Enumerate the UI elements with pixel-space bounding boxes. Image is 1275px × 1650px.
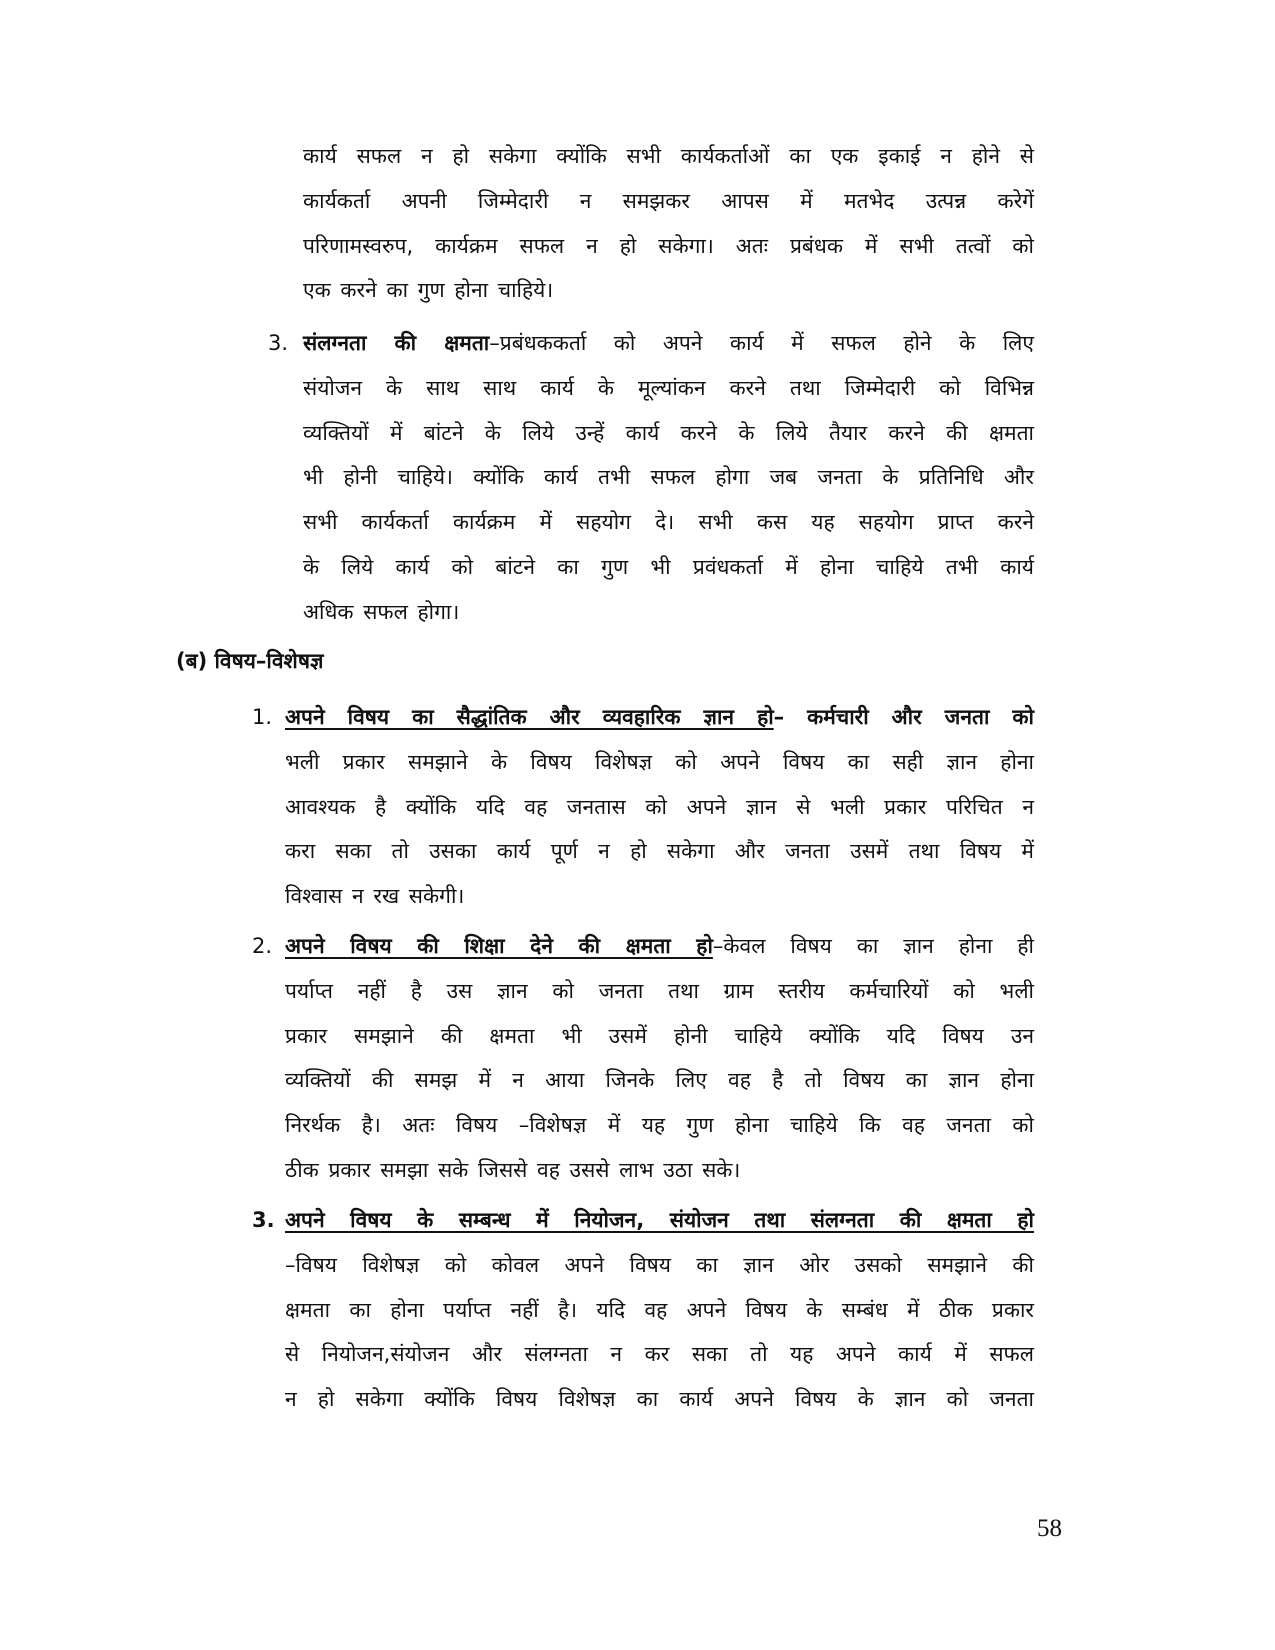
item-first-line-text: –प्रबंधककर्ता को अपने कार्य में सफल होने के लिए — [489, 331, 1034, 355]
text-line: एक करने का गुण होना चाहिये। — [303, 278, 554, 303]
item-number: 3. — [268, 331, 289, 355]
text-line: विश्वास न रख सकेगी। — [285, 884, 465, 909]
text-line: सभी कार्यकर्ता कार्यक्रम मेें सहयोग दे। सभी कस यह सहयोग प्राप्त करने — [303, 510, 1034, 535]
text-line: करा सका तो उसका कार्य पूर्ण न हो सकेगा और जनता उसमें तथा विषय में — [285, 839, 1034, 864]
text-line: से नियोजन,संयोजन और संलग्नता न कर सका तो यह अपने कार्य में सफल — [285, 1342, 1034, 1367]
text-line: कार्य सफल न हो सकेगा क्योंकि सभी कार्यकर्ताओं का एक इकाई न होने से — [303, 144, 1034, 168]
text-line: ठीक प्रकार समझा सके जिससे वह उससे लाभ उठा सके। — [285, 1157, 741, 1182]
text-line: व्यक्तियों की समझ में न आया जिनके लिए वह है तो विषय का ज्ञान होना — [285, 1068, 1034, 1093]
text-line: क्षमता का होना पर्याप्त नहीं है। यदि वह अपने विषय के सम्बंध में ठीक प्रकार — [285, 1297, 1034, 1322]
list-item-sanlagnata — [303, 321, 1034, 635]
text-line: प्रकार समझाने की क्षमता भी उसमें होनी चाहिये क्योंकि यदि विषय उन — [285, 1023, 1034, 1048]
text-line: आवश्यक है क्योंकि यदि वह जनतास को अपने ज्ञान से भली प्रकार परिचित न — [285, 794, 1034, 819]
text-line: संयोजन के साथ साथ कार्य के मूल्यांकन करने तथा जिम्मेदारी को विभिन्न — [303, 375, 1034, 400]
list-item-shiksha-kshamata — [285, 924, 1034, 1193]
item-number: 1. — [252, 705, 273, 729]
item-number: 3. — [252, 1208, 275, 1232]
text-line — [285, 924, 1034, 969]
page-number: 58 — [1037, 1515, 1062, 1542]
item-number: 2. — [252, 934, 273, 958]
text-line: न हो सकेगा क्योंकि विषय विशेषज्ञ का कार्य अपने विषय के ज्ञान को जनता — [285, 1387, 1034, 1412]
text-line: भली प्रकार समझाने के विषय विशेषज्ञ को अपने विषय का सही ज्ञान होना — [285, 749, 1034, 774]
list-item-vishay-gyan — [285, 695, 1034, 919]
text-line: परिणामस्वरुप, कार्यक्रम सफल न हो सकेगा। अतः प्रबंधक में सभी तत्वों को — [303, 233, 1034, 258]
text-line: के लिये कार्य को बांटने का गुण भी प्रवंधकर्ता में होना चाहिये तभी कार्य — [303, 554, 1034, 579]
text-line: –विषय विशेषज्ञ को कोवल अपने विषय का ज्ञान ओर उसको समझाने की — [285, 1252, 1034, 1277]
text-line: कार्यकर्ता अपनी जिम्मेदारी न समझकर आपस में मतभेद उत्पन्न करेगें — [303, 188, 1034, 213]
section-heading: (ब) विषय–विशेषज्ञ — [176, 649, 324, 673]
text-line: अधिक सफल होगा। — [303, 599, 460, 624]
paragraph-continuation — [303, 134, 1034, 313]
text-line: भी होनी चाहिये। क्योंकि कार्य तभी सफल होगा जब जनता के प्रतिनिधि और — [303, 465, 1034, 490]
text-line: व्यक्तियों में बांटने के लिये उन्हें कार्य करने के लिये तैयार करने की क्षमता — [303, 420, 1034, 445]
text-line — [285, 695, 1034, 740]
item-title: अपने विषय का सैद्धांतिक और व्यवहारिक ज्ञान हो — [285, 705, 774, 729]
text-line — [303, 321, 1034, 366]
text-line — [285, 1198, 1034, 1243]
item-title: अपने विषय के सम्बन्ध में नियोजन, संयोजन तथा संलग्नता की क्षमता हो — [285, 1208, 1034, 1232]
list-item-niyojan-kshamata — [285, 1198, 1034, 1422]
item-title: संलग्नता की क्षमता — [303, 331, 490, 355]
item-first-line-text: – कर्मचारी और जनता को — [773, 705, 1034, 729]
text-line: पर्याप्त नहीं है उस ज्ञान को जनता तथा ग्राम स्तरीय कर्मचारियों को भली — [285, 978, 1034, 1003]
item-title: अपने विषय की शिक्षा देने की क्षमता हो — [285, 934, 713, 958]
text-line: निरर्थक है। अतः विषय –विशेषज्ञ में यह गुण होना चाहिये कि वह जनता को — [285, 1113, 1034, 1138]
item-first-line-text: –केवल विषय का ज्ञान होना ही — [712, 934, 1035, 958]
